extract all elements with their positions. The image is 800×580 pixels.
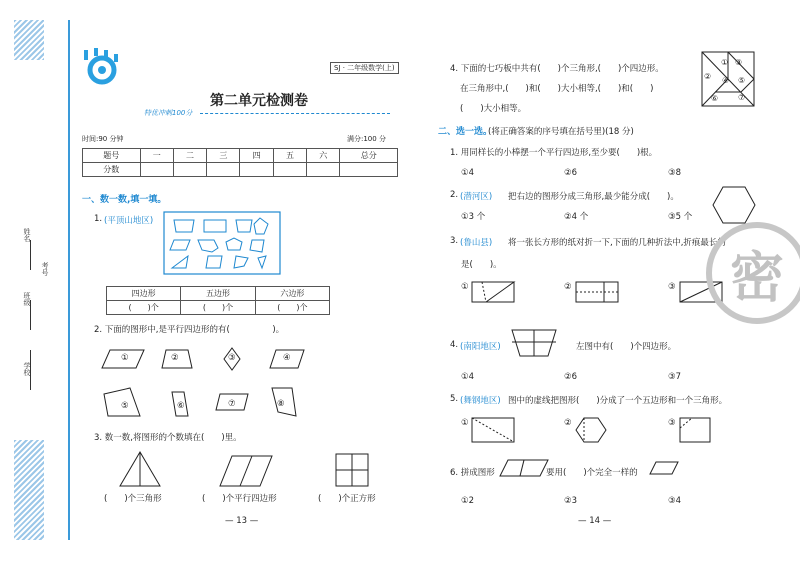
score-header: 五 — [273, 149, 306, 163]
c6-option[interactable]: ③4 — [668, 496, 682, 506]
c2-option[interactable]: ③5 个 — [668, 212, 693, 222]
score-cell[interactable] — [340, 163, 398, 177]
score-header: 四 — [240, 149, 273, 163]
q4-line2: 在三角形中,( )和( )大小相等,( )和( ) — [460, 84, 654, 94]
q2-label: ⑤ — [121, 401, 129, 411]
c1-option[interactable]: ③8 — [668, 168, 682, 178]
c6-target-shape — [500, 460, 550, 478]
c6-text-cont: 要用( )个完全一样的 — [546, 468, 638, 478]
c2-option[interactable]: ②4 个 — [564, 212, 589, 222]
q4-line3: ( )大小相等。 — [460, 104, 527, 114]
q2-label: ④ — [283, 353, 291, 363]
q1-header-quad: 四边形 — [107, 287, 181, 301]
sidebar-label-class: 班级 — [23, 292, 31, 306]
q4-line1: 4. 下面的七巧板中共有( )个三角形,( )个四边形。 — [450, 64, 664, 74]
c5-region: (舞钢地区) — [460, 396, 501, 406]
c3-fold-figures — [472, 282, 732, 304]
logo-icon — [80, 48, 130, 88]
q3-text: 3. 数一数,将图形的个数填在( )里。 — [94, 433, 242, 443]
q3-answer[interactable]: ( )个正方形 — [318, 494, 376, 504]
page-title: 第二单元检测卷 — [210, 93, 308, 109]
q1-answer-cell[interactable]: ( )个 — [181, 301, 255, 315]
full-score: 满分:100 分 — [347, 135, 386, 143]
score-cell[interactable] — [140, 163, 173, 177]
q3-answer[interactable]: ( )个三角形 — [104, 494, 162, 504]
tangram-label: ① — [721, 58, 729, 67]
c4-option[interactable]: ①4 — [461, 372, 475, 382]
sidebar-label-id: 考号 — [41, 262, 49, 276]
c6-piece-shape — [650, 462, 680, 476]
c4-option[interactable]: ③7 — [668, 372, 682, 382]
tangram-label: ⑥ — [711, 94, 719, 103]
q1-answer-cell[interactable]: ( )个 — [255, 301, 329, 315]
q1-header-hexa: 六边形 — [255, 287, 329, 301]
score-header: 一 — [140, 149, 173, 163]
tangram-label: ⑦ — [738, 93, 746, 102]
c1-text: 1. 用同样长的小棒摆一个平行四边形,至少要( )根。 — [450, 148, 658, 158]
c3-option[interactable]: ① — [461, 282, 469, 292]
section2-instruction: (将正确答案的序号填在括号里)(18 分) — [488, 127, 634, 137]
q1-answer-cell[interactable]: ( )个 — [107, 301, 181, 315]
page-number-right: — 14 — — [578, 516, 612, 526]
binding-sidebar — [0, 0, 70, 580]
sidebar-pattern — [14, 440, 44, 540]
exam-time: 时间:90 分钟 — [82, 135, 124, 143]
tangram-label: ③ — [735, 58, 743, 67]
q2-label: ⑥ — [177, 401, 185, 411]
c3-option[interactable]: ③ — [668, 282, 676, 292]
sidebar-label-school: 学校 — [23, 362, 31, 376]
slogan-line — [200, 113, 390, 114]
score-cell[interactable] — [207, 163, 240, 177]
sidebar-line — [30, 240, 31, 270]
q3-answer[interactable]: ( )个平行四边形 — [202, 494, 277, 504]
c2-hexagon-figure — [712, 186, 756, 224]
score-cell[interactable] — [240, 163, 273, 177]
tangram-label: ④ — [722, 76, 730, 85]
c2-number: 2. — [450, 190, 459, 200]
q2-label: ① — [121, 353, 129, 363]
q3-figures — [120, 452, 390, 488]
score-header: 二 — [173, 149, 206, 163]
c4-text: 左图中有( )个四边形。 — [576, 342, 677, 352]
q2-label: ⑧ — [277, 399, 285, 409]
q1-region: (平顶山地区) — [104, 216, 154, 226]
binding-line — [68, 20, 70, 540]
section1-title: 一、数一数,填一填。 — [82, 195, 167, 205]
score-header: 三 — [207, 149, 240, 163]
c4-region: (南阳地区) — [460, 342, 501, 352]
score-cell[interactable] — [173, 163, 206, 177]
confidential-stamp: 密 — [706, 222, 800, 324]
c4-option[interactable]: ②6 — [564, 372, 578, 382]
c6-text: 6. 拼成图形 — [450, 468, 495, 478]
c6-option[interactable]: ①2 — [461, 496, 475, 506]
page-number-left: — 13 — — [225, 516, 259, 526]
c2-text: 把右边的图形分成三角形,最少能分成( )。 — [508, 192, 679, 202]
q2-shapes — [100, 348, 310, 420]
c5-option[interactable]: ① — [461, 418, 469, 428]
q2-label: ⑦ — [228, 399, 236, 409]
c3-number: 3. — [450, 236, 459, 246]
c2-region: (潜河区) — [460, 192, 493, 202]
grade-tag: SJ · 二年级数学(上) — [330, 62, 399, 74]
c1-option[interactable]: ①4 — [461, 168, 475, 178]
sidebar-pattern — [14, 20, 44, 60]
c5-text: 图中的虚线把图形( )分成了一个五边形和一个三角形。 — [508, 396, 728, 406]
q1-number: 1. — [94, 214, 103, 224]
q1-header-penta: 五边形 — [181, 287, 255, 301]
c5-option[interactable]: ② — [564, 418, 572, 428]
c3-text: 将一张长方形的纸对折一下,下面的几种折法中,折痕最长的 — [508, 238, 726, 248]
q2-label: ③ — [228, 353, 236, 363]
section2-title: 二、选一选。 — [438, 127, 493, 137]
c3-option[interactable]: ② — [564, 282, 572, 292]
c5-option[interactable]: ③ — [668, 418, 676, 428]
tangram-label: ② — [704, 72, 712, 81]
sidebar-label-name: 姓名 — [23, 228, 31, 242]
score-header: 题号 — [83, 149, 141, 163]
c6-option[interactable]: ②3 — [564, 496, 578, 506]
slogan: 特优冲刺100分 — [144, 109, 193, 117]
c3-text-cont: 是( )。 — [461, 260, 502, 270]
score-header: 六 — [307, 149, 340, 163]
score-cell[interactable] — [273, 163, 306, 177]
c5-number: 5. — [450, 394, 459, 404]
c5-figures — [472, 416, 712, 444]
c4-number: 4. — [450, 340, 459, 350]
score-header: 总分 — [340, 149, 398, 163]
q1-answer-table — [106, 286, 330, 315]
tangram-label: ⑤ — [738, 76, 746, 85]
score-cell[interactable] — [307, 163, 340, 177]
c1-option[interactable]: ②6 — [564, 168, 578, 178]
c4-trapezoid-figure — [512, 330, 558, 358]
q2-text: 2. 下面的图形中,是平行四边形的有( )。 — [94, 325, 285, 335]
score-table — [82, 148, 398, 177]
c3-region: (鲁山县) — [460, 238, 493, 248]
c2-option[interactable]: ①3 个 — [461, 212, 486, 222]
score-row-label: 分数 — [83, 163, 141, 177]
q1-shapes-figure — [164, 212, 280, 274]
q2-label: ② — [171, 353, 179, 363]
